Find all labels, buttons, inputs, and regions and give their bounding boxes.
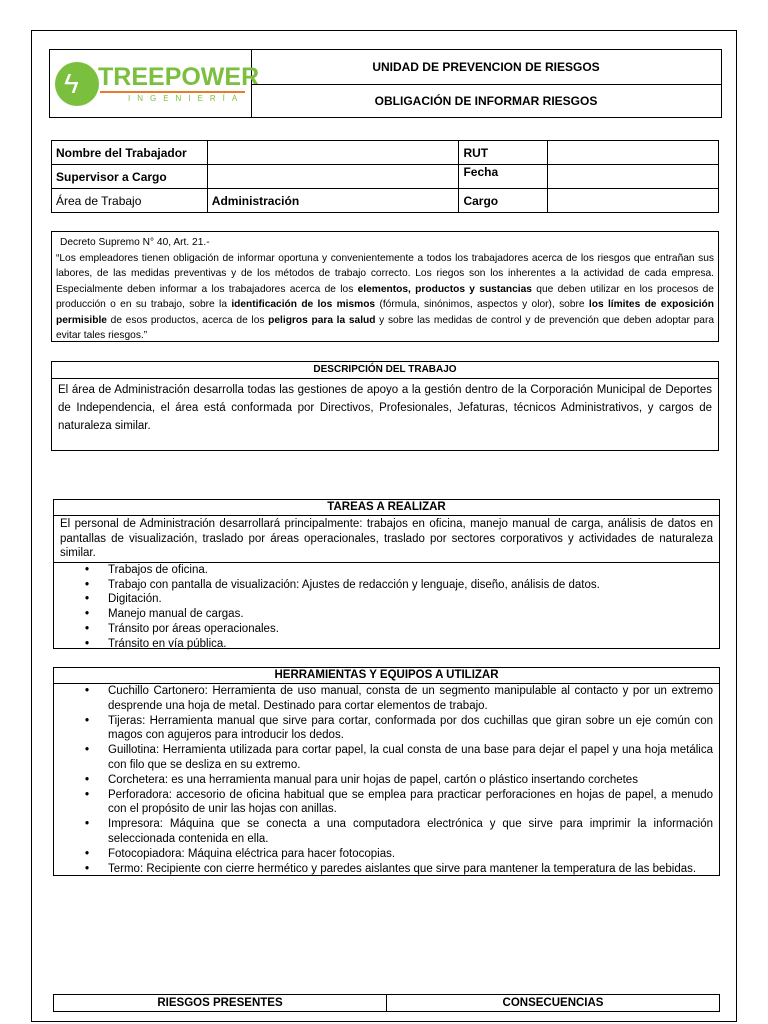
herramientas-section (53, 667, 720, 876)
document-title: OBLIGACIÓN DE INFORMAR RIESGOS (374, 93, 598, 108)
decreto-bold-part: identificación de los mismos (231, 299, 376, 310)
decreto-bold-part: los límites de exposición permisible (56, 299, 715, 326)
tareas-title: TAREAS A REALIZAR (54, 500, 719, 516)
decreto-text (56, 251, 714, 344)
table-row (52, 165, 719, 189)
nombre-label: Nombre del Trabajador (52, 141, 208, 165)
tareas-intro: El personal de Administración desarrollará principalmente: trabajos en oficina, manejo manual de carga, análisis de datos en pantallas de visualización, traslado por áreas operacionales, traslado por sectores corporativos y actividades de naturaleza similar. (54, 516, 719, 563)
company-logo (50, 50, 260, 117)
descripcion-body: El área de Administración desarrolla todas las gestiones de apoyo a la gestión dentro de la Corporación Municipal de Deportes de Independencia, el área está conformada por Directivos, Profesionales, Jefaturas, técnicos Administrativos, y cargos de naturaleza similar. (58, 384, 712, 432)
decreto-heading: Decreto Supremo N° 40, Art. 21.- (60, 237, 210, 248)
decreto-text-part: “Los empleadores tienen obligación de informar oportuna y convenientemente a todos los trabajadores acerca de los riesgos que entrañan sus labores, de las medidas preventivas y de los métodos de trabajo correcto. Los riegos son los inherentes a la actividad de cada empresa. Especialmente deben informar a los trabajadores acerca de los (56, 252, 714, 295)
area-label: Área de Trabajo (52, 189, 208, 213)
list-item: • Tijeras: Herramienta manual que sirve para cortar, conformada por dos cuchillas que giran sobre un eje común con magos con agujeros para introducir los dedos. (54, 714, 713, 744)
herramientas-list (54, 684, 719, 876)
supervisor-field[interactable] (207, 165, 459, 189)
list-item: • Guillotina: Herramienta utilizada para cortar papel, la cual consta de una base para dejar el papel y una hoja metálica con filo que se desliza en su extremo. (54, 743, 713, 773)
document-header (49, 49, 722, 118)
nombre-field[interactable] (207, 141, 459, 165)
tareas-section (53, 499, 720, 649)
descripcion-section (51, 361, 719, 451)
decreto-bold-part: peligros para la salud (268, 314, 376, 326)
decreto-bold-part: elementos, productos y sustancias (357, 283, 532, 295)
list-item: • Tránsito por áreas operacionales. (54, 622, 713, 637)
logo-subtitle: INGENIERÍA (128, 94, 245, 103)
worker-info-table (51, 140, 719, 213)
consecuencias-header: CONSECUENCIAS (502, 997, 604, 1009)
logo-underline (100, 91, 245, 93)
list-item: • Trabajo con pantalla de visualización: Ajustes de redacción y lenguaje, diseño, análisis de datos. (54, 578, 713, 593)
logo-brand-tree: TREE (98, 63, 165, 91)
tareas-list (54, 563, 719, 652)
lightning-bolt-icon: ϟ (64, 68, 79, 99)
supervisor-label: Supervisor a Cargo (52, 165, 208, 189)
list-item: • Digitación. (54, 592, 713, 607)
fecha-field[interactable] (548, 165, 719, 189)
list-item: • Termo: Recipiente con cierre hermético y paredes aislantes que sirve para mantener la temperatura de las bebidas. (54, 862, 713, 877)
rut-label: RUT (459, 141, 548, 165)
decreto-text-part: (fórmula, sinónimos, aspectos y olor), sobre (375, 299, 589, 310)
list-item: • Perforadora: accesorio de oficina habitual que se emplea para practicar perforaciones en hojas de papel, a menudo con el propósito de unir las hojas con anillas. (54, 788, 713, 818)
list-item: • Impresora: Máquina que se conecta a una computadora electrónica y que sirve para imprimir la información seleccionada contenida en ella. (54, 817, 713, 847)
cargo-field[interactable] (548, 189, 719, 213)
table-row (52, 189, 719, 213)
fecha-label: Fecha (459, 165, 548, 189)
list-item: • Tránsito en vía pública. (54, 637, 713, 652)
logo-brand (98, 64, 259, 90)
table-row (52, 141, 719, 165)
list-item: • Fotocopiadora: Máquina eléctrica para hacer fotocopias. (54, 847, 713, 862)
logo-brand-power: POWER (164, 63, 260, 91)
document-unit-title: UNIDAD DE PREVENCION DE RIESGOS (251, 50, 721, 85)
herramientas-title: HERRAMIENTAS Y EQUIPOS A UTILIZAR (54, 668, 719, 684)
riesgos-header (53, 994, 720, 1012)
riesgos-presentes-header: RIESGOS PRESENTES (54, 995, 387, 1011)
area-field[interactable]: Administración (207, 189, 459, 213)
decreto-box (51, 231, 719, 342)
list-item: • Cuchillo Cartonero: Herramienta de uso manual, consta de un segmento manipulable al contacto y por un extremo desprende una hoja de metal. Destinado para cortar elementos de trabajo. (54, 684, 713, 714)
rut-field[interactable] (548, 141, 719, 165)
list-item: • Manejo manual de cargas. (54, 607, 713, 622)
cargo-label: Cargo (459, 189, 548, 213)
decreto-text-part: que deben utilizar en los procesos de producción o en su trabajo, sobre la (56, 283, 714, 310)
decreto-text-part: y sobre las medidas de control y de prevención que deben adoptar para evitar tales riesgos.” (56, 314, 714, 341)
decreto-text-part: de esos productos, acerca de los (106, 314, 269, 326)
descripcion-title: DESCRIPCIÓN DEL TRABAJO (52, 362, 718, 379)
list-item: • Corchetera: es una herramienta manual para unir hojas de papel, cartón o plástico insertando corchetes (54, 773, 713, 788)
list-item: • Trabajos de oficina. (54, 563, 713, 578)
